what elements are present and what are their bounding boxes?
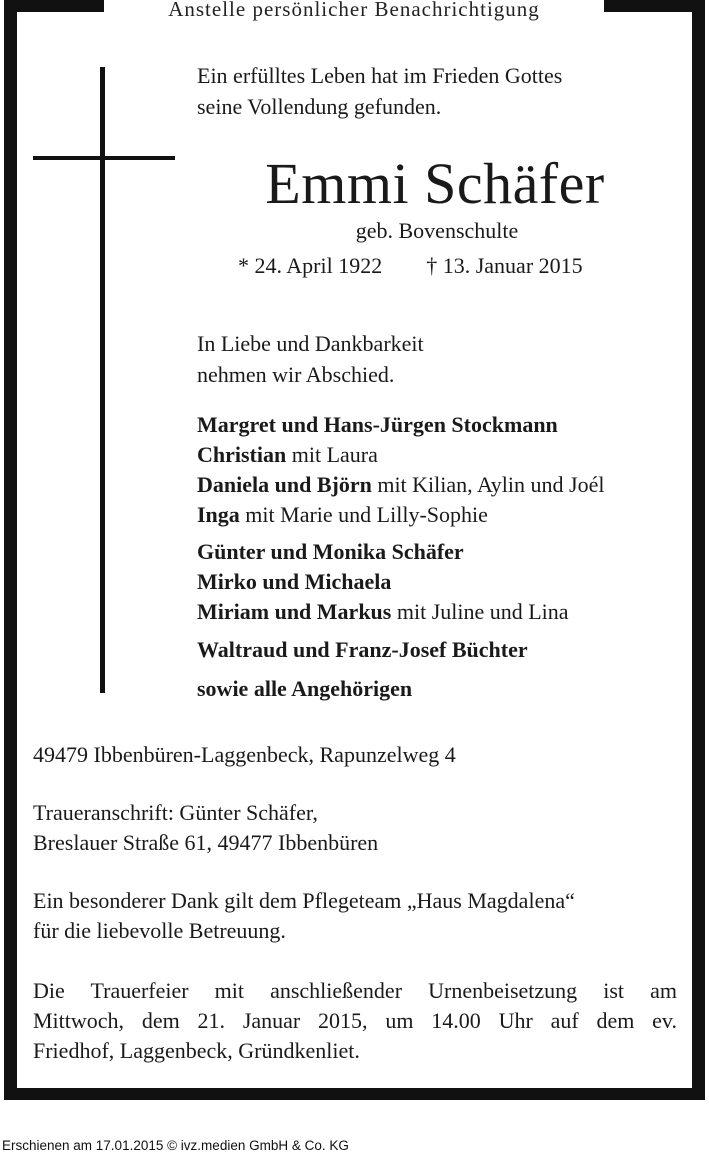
mourning-address-line: Breslauer Straße 61, 49477 Ibbenbüren [33, 830, 379, 855]
mourner-names: Inga [197, 502, 240, 527]
deceased-name: Emmi Schäfer [265, 151, 605, 216]
publication-footer: Erschienen am 17.01.2015 © ivz.medien GmbH & Co. KG [2, 1138, 349, 1153]
mourner-group [197, 410, 707, 530]
life-dates [238, 251, 583, 281]
mourner-names: Mirko und Michaela [197, 569, 392, 594]
birth-name: geb. Bovenschulte [355, 218, 519, 243]
ceremony-line: Friedhof, Laggenbeck, Gründkenliet. [33, 1038, 360, 1063]
mourning-address-line: Traueranschrift: Günter Schäfer, [33, 800, 318, 825]
mourner-row [197, 597, 707, 627]
mourner-row [197, 635, 707, 665]
mourner-names: Margret und Hans-Jürgen Stockmann [197, 412, 558, 437]
farewell-text [197, 328, 677, 390]
mourner-row [197, 537, 707, 567]
birth-date: * 24. April 1922 [238, 253, 383, 278]
mourner-group [197, 537, 707, 627]
ceremony-line: Mittwoch, dem 21. Januar 2015, um 14.00 Uhr auf dem ev. [33, 1008, 677, 1033]
mourner-row [197, 500, 707, 530]
mourner-row [197, 440, 707, 470]
mourner-extra: mit Juline und Lina [391, 599, 569, 624]
mourner-group [197, 635, 707, 665]
mourning-address [33, 798, 677, 858]
mourner-row [197, 410, 707, 440]
intro-line: seine Vollendung gefunden. [197, 94, 442, 119]
mourner-names: Christian [197, 442, 287, 467]
intro-text [197, 60, 677, 122]
thanks-note [33, 886, 677, 946]
mourner-extra: mit Laura [286, 442, 378, 467]
mourner-group [197, 674, 707, 704]
cross-bar [33, 156, 175, 160]
intro-line: Ein erfülltes Leben hat im Frieden Gottes [197, 63, 563, 88]
residence-address: 49479 Ibbenbüren-Laggenbeck, Rapunzelweg 4 [33, 742, 456, 767]
notice-header: Anstelle persönlicher Benachrichtigung [104, 0, 604, 24]
mourner-names: Waltraud und Franz-Josef Büchter [197, 637, 528, 662]
mourner-names: Günter und Monika Schäfer [197, 539, 464, 564]
ceremony-note [33, 976, 677, 1066]
mourner-row [197, 567, 707, 597]
mourner-names: Daniela und Björn [197, 472, 372, 497]
farewell-line: nehmen wir Abschied. [197, 362, 395, 387]
mourner-row [197, 470, 707, 500]
thanks-line: Ein besonderer Dank gilt dem Pflegeteam „Haus Magdalena“ [33, 888, 575, 913]
ceremony-line: Die Trauerfeier mit anschließender Urnenbeisetzung ist am [33, 978, 677, 1003]
farewell-line: In Liebe und Dankbarkeit [197, 331, 424, 356]
thanks-line: für die liebevolle Betreuung. [33, 918, 286, 943]
mourner-extra: mit Kilian, Aylin und Joél [371, 472, 605, 497]
death-date: † 13. Januar 2015 [426, 253, 583, 278]
cross-icon [100, 67, 105, 693]
mourner-row [197, 674, 707, 704]
mourner-names: sowie alle Angehörigen [197, 676, 413, 701]
mourner-names: Miriam und Markus [197, 599, 392, 624]
mourner-extra: mit Marie und Lilly-Sophie [239, 502, 488, 527]
